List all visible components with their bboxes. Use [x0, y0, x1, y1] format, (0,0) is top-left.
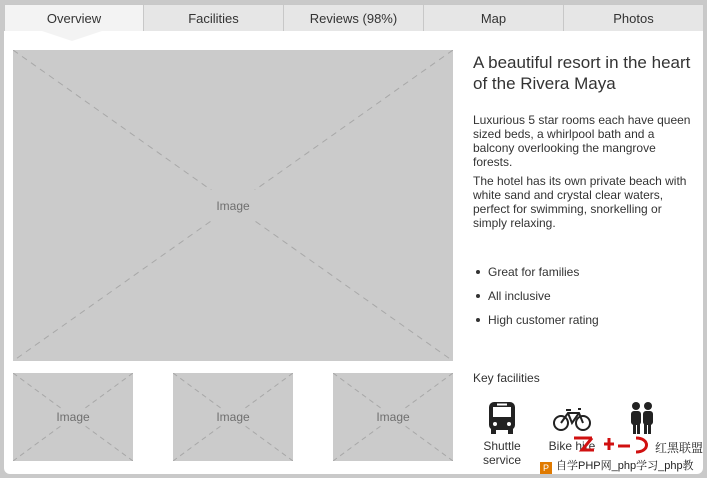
key-facilities-title: Key facilities	[473, 371, 540, 385]
tab-map[interactable]: Map	[424, 5, 564, 31]
thumbnail-image[interactable]	[333, 373, 453, 461]
php-logo-icon: P	[540, 462, 552, 474]
bullet-icon	[476, 270, 480, 274]
tab-facilities[interactable]: Facilities	[144, 5, 284, 31]
thumbnail-image[interactable]	[13, 373, 133, 461]
description-paragraph: Luxurious 5 star rooms each have queen sized beds, a whirlpool bath and a balcony overlooking the mangrove forests.	[473, 113, 691, 169]
facility-shuttle	[472, 401, 532, 467]
tab-bar	[4, 4, 704, 32]
bullet-icon	[476, 318, 480, 322]
thumbnail-image[interactable]	[173, 373, 293, 461]
family-icon	[626, 401, 658, 435]
list-item	[473, 310, 698, 334]
list-item-label: Great for families	[488, 265, 580, 279]
placeholder-label: Image	[56, 410, 90, 424]
list-item	[473, 262, 698, 286]
placeholder-label: Image	[216, 198, 250, 213]
placeholder-label: Image	[216, 410, 250, 424]
list-item-label: All inclusive	[488, 289, 551, 303]
facility-label: Bike hire	[548, 439, 596, 453]
active-tab-indicator	[42, 31, 102, 41]
bicycle-icon	[552, 401, 592, 435]
facility-bike	[542, 401, 602, 453]
main-image-placeholder[interactable]	[13, 50, 453, 361]
facility-family	[612, 401, 672, 439]
bullet-icon	[476, 294, 480, 298]
tab-photos[interactable]: Photos	[613, 10, 654, 26]
tab-overview[interactable]: Overview	[5, 5, 144, 31]
placeholder-label: Image	[376, 410, 410, 424]
description-paragraph: The hotel has its own private beach with white sand and crystal clear waters, perfect for swimming, snorkelling or simply relaxing.	[473, 174, 687, 230]
watermark-text: 红黑联盟	[654, 441, 703, 455]
facility-label: Shuttle service	[482, 439, 521, 467]
watermark-text: 自学PHP网_php学习_php教	[554, 456, 696, 474]
tab-reviews[interactable]: Reviews (98%)	[284, 5, 424, 31]
list-item	[473, 286, 698, 310]
list-item-label: High customer rating	[488, 313, 599, 327]
highlights-list	[473, 262, 698, 334]
page-title: A beautiful resort in the heart of the Rivera Maya	[473, 53, 691, 93]
bus-icon	[486, 401, 518, 435]
